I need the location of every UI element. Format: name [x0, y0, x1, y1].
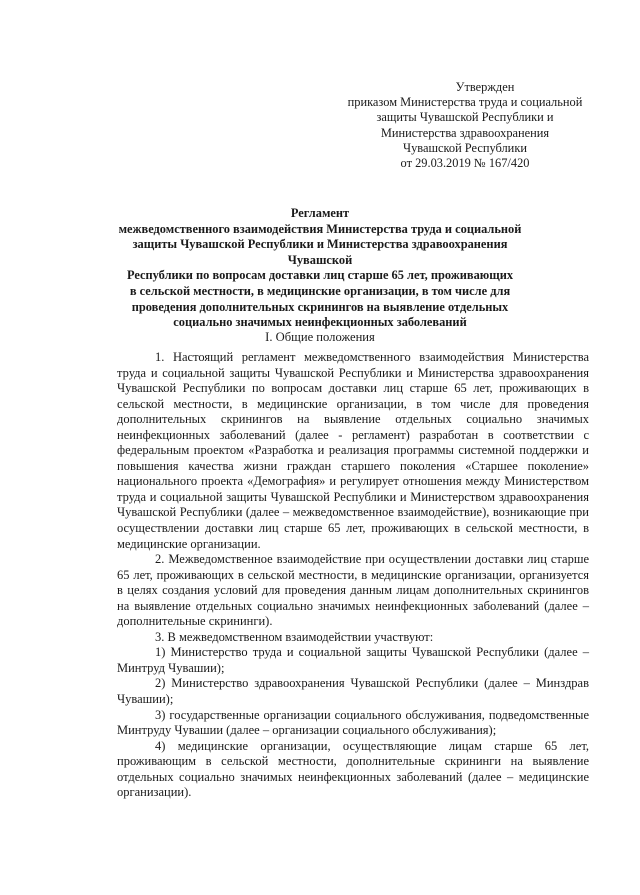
approval-line: приказом Министерства труда и социальной — [347, 95, 583, 110]
approval-line: защиты Чувашской Республики и — [376, 110, 554, 125]
title-line: защиты Чувашской Республики и Министерства здравоохранения Чувашской — [132, 237, 508, 267]
paragraph: 1. Настоящий регламент межведомственного взаимодействия Министерства труда и социальной защиты Чувашской Республики и Министерства здравоохранения Чувашской Республики по вопросам доставки лиц старше 65 лет, проживающих в сельской местности, в медицинские организации, в том числе для проведения дополнительных скринингов на выявление отдельных социально значимых неинфекционных заболеваний (далее - регламент) разработан в соответствии с федеральным проектом «Разработка и реализация программы системной поддержки и повышения качества жизни граждан старшего поколения «Старшее поколение» национального проекта «Демография» и регулирует отношения между Министерством труда и социальной защиты Чувашской Республики и Министерством здравоохранения Чувашской Республики (далее – межведомственное взаимодействие), возникающие при осуществлении доставки лиц старше 65 лет, проживающих в сельской местности, в медицинские организации. — [117, 350, 589, 551]
document-title — [100, 206, 540, 331]
section-heading: I. Общие положения — [265, 330, 375, 344]
approval-stamp — [330, 80, 600, 171]
title-line: межведомственного взаимодействия Министерства труда и социальной — [118, 221, 522, 236]
title-line: в сельской местности, в медицинские организации, в том числе для — [129, 283, 511, 298]
paragraph: 2. Межведомственное взаимодействие при осуществлении доставки лиц старше 65 лет, проживающих в сельской местности, в медицинские организации, организуется в целях создания условий для проведения данным лицам дополнительных скринингов на выявление отдельных социально значимых неинфекционных заболеваний (далее – дополнительные скрининги). — [117, 552, 589, 629]
title-line: Регламент — [290, 206, 350, 220]
title-line: проведения дополнительных скринингов на выявление отдельных — [131, 299, 509, 314]
approval-line: Чувашской Республики — [403, 140, 527, 155]
title-line: Республики по вопросам доставки лиц старше 65 лет, проживающих — [126, 268, 514, 283]
paragraph: 2) Министерство здравоохранения Чувашской Республики (далее – Минздрав Чувашии); — [117, 676, 589, 707]
paragraph: 3) государственные организации социального обслуживания, подведомственные Минтруду Чувашии (далее – организации социального обслуживания); — [117, 707, 589, 738]
paragraph: 1) Министерство труда и социальной защиты Чувашской Республики (далее – Минтруд Чувашии); — [117, 645, 589, 675]
document-body — [117, 350, 589, 801]
approval-line: от 29.03.2019 № 167/420 — [400, 156, 530, 171]
approval-line: Министерства здравоохранения — [380, 125, 550, 140]
paragraph: 3. В межведомственном взаимодействии участвуют: — [155, 629, 434, 644]
paragraph: 4) медицинские организации, осуществляющие лицам старше 65 лет, проживающим в сельской местности, дополнительные скрининги на выявление отдельных социально значимых неинфекционных заболеваний (далее – медицинские организации). — [117, 738, 589, 800]
title-line: социально значимых неинфекционных заболеваний — [173, 315, 467, 330]
approval-line: Утвержден — [455, 80, 515, 94]
